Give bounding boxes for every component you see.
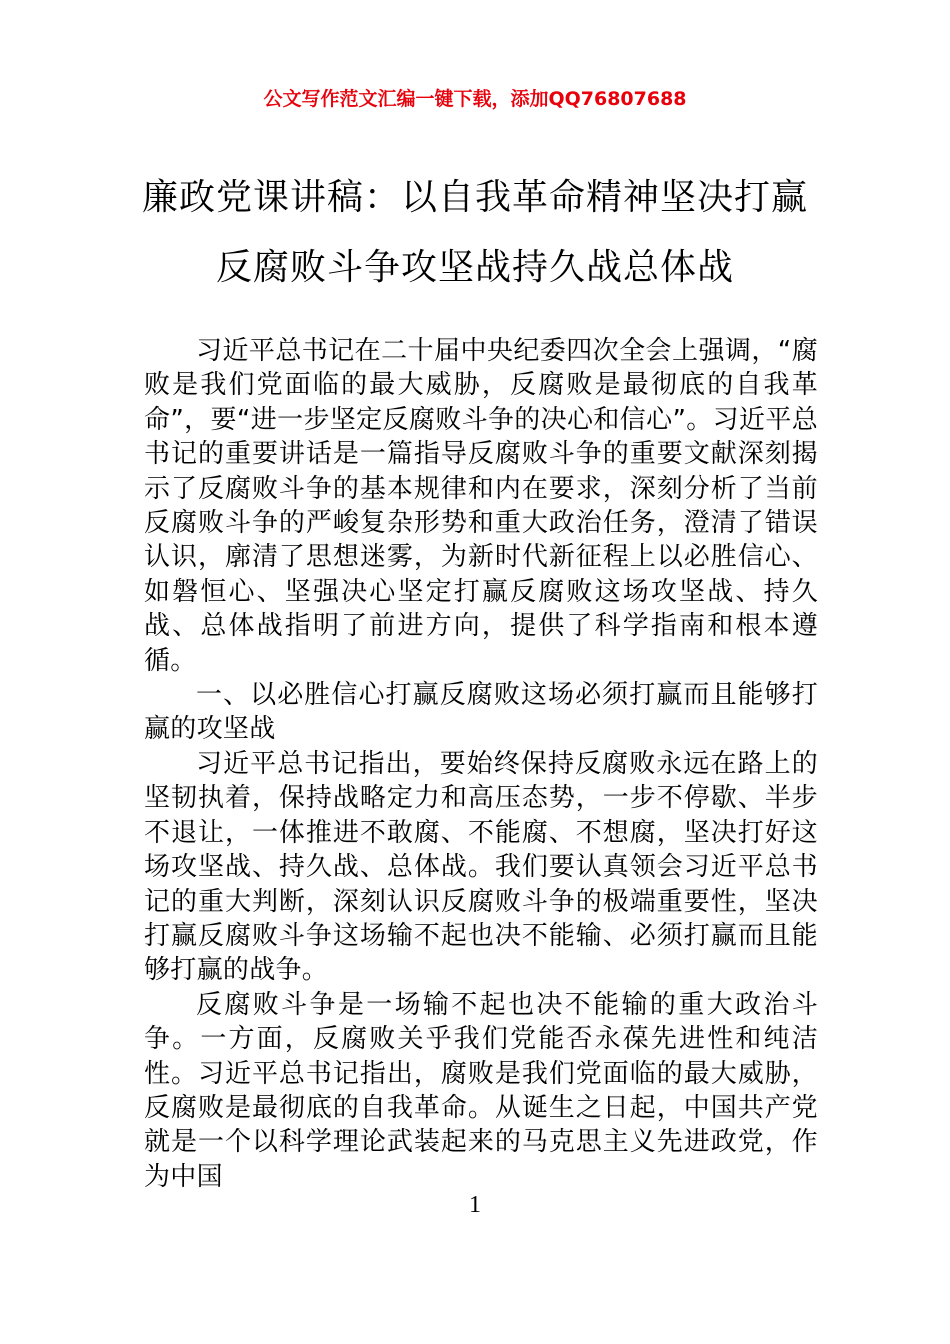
section-heading-1: 一、以必胜信心打赢反腐败这场必须打赢而且能够打赢的攻坚战 xyxy=(144,680,818,745)
document-title-line-2: 反腐败斗争攻坚战持久战总体战 xyxy=(215,247,734,288)
body-paragraph-2: 习近平总书记指出，要始终保持反腐败永远在路上的坚韧执着，保持战略定力和高压态势，一步不停歇、半步不退让，一体推进不敢腐、不能腐、不想腐，坚决打好这场攻坚战、持久战、总体战。我们要认真领会习近平总书记的重大判断，深刻认识反腐败斗争的极端重要性，坚决打赢反腐败斗争这场输不起也决不能输、必须打赢而且能够打赢的战争。 xyxy=(144,748,818,986)
document-title-line-1: 廉政党课讲稿：以自我革命精神坚决打赢 xyxy=(141,177,808,218)
header-promo-note: 公文写作范文汇编一键下载，添加QQ76807688 xyxy=(263,88,687,110)
page-number: 1 xyxy=(469,1192,481,1218)
document-body xyxy=(144,334,818,1194)
body-paragraph-intro: 习近平总书记在二十届中央纪委四次全会上强调，“腐败是我们党面临的最大威胁，反腐败是最彻底的自我革命”，要“进一步坚定反腐败斗争的决心和信心”。习近平总书记的重要讲话是一篇指导反腐败斗争的重要文献深刻揭示了反腐败斗争的基本规律和内在要求，深刻分析了当前反腐败斗争的严峻复杂形势和重大政治任务，澄清了错误认识，廓清了思想迷雾，为新时代新征程上以必胜信心、如磐恒心、坚强决心坚定打赢反腐败这场攻坚战、持久战、总体战指明了前进方向，提供了科学指南和根本遵循。 xyxy=(144,336,818,676)
body-paragraph-3: 反腐败斗争是一场输不起也决不能输的重大政治斗争。一方面，反腐败关乎我们党能否永葆先进性和纯洁性。习近平总书记指出，腐败是我们党面临的最大威胁，反腐败是最彻底的自我革命。从诞生之日起，中国共产党就是一个以科学理论武装起来的马克思主义先进政党，作为中国 xyxy=(144,989,818,1192)
